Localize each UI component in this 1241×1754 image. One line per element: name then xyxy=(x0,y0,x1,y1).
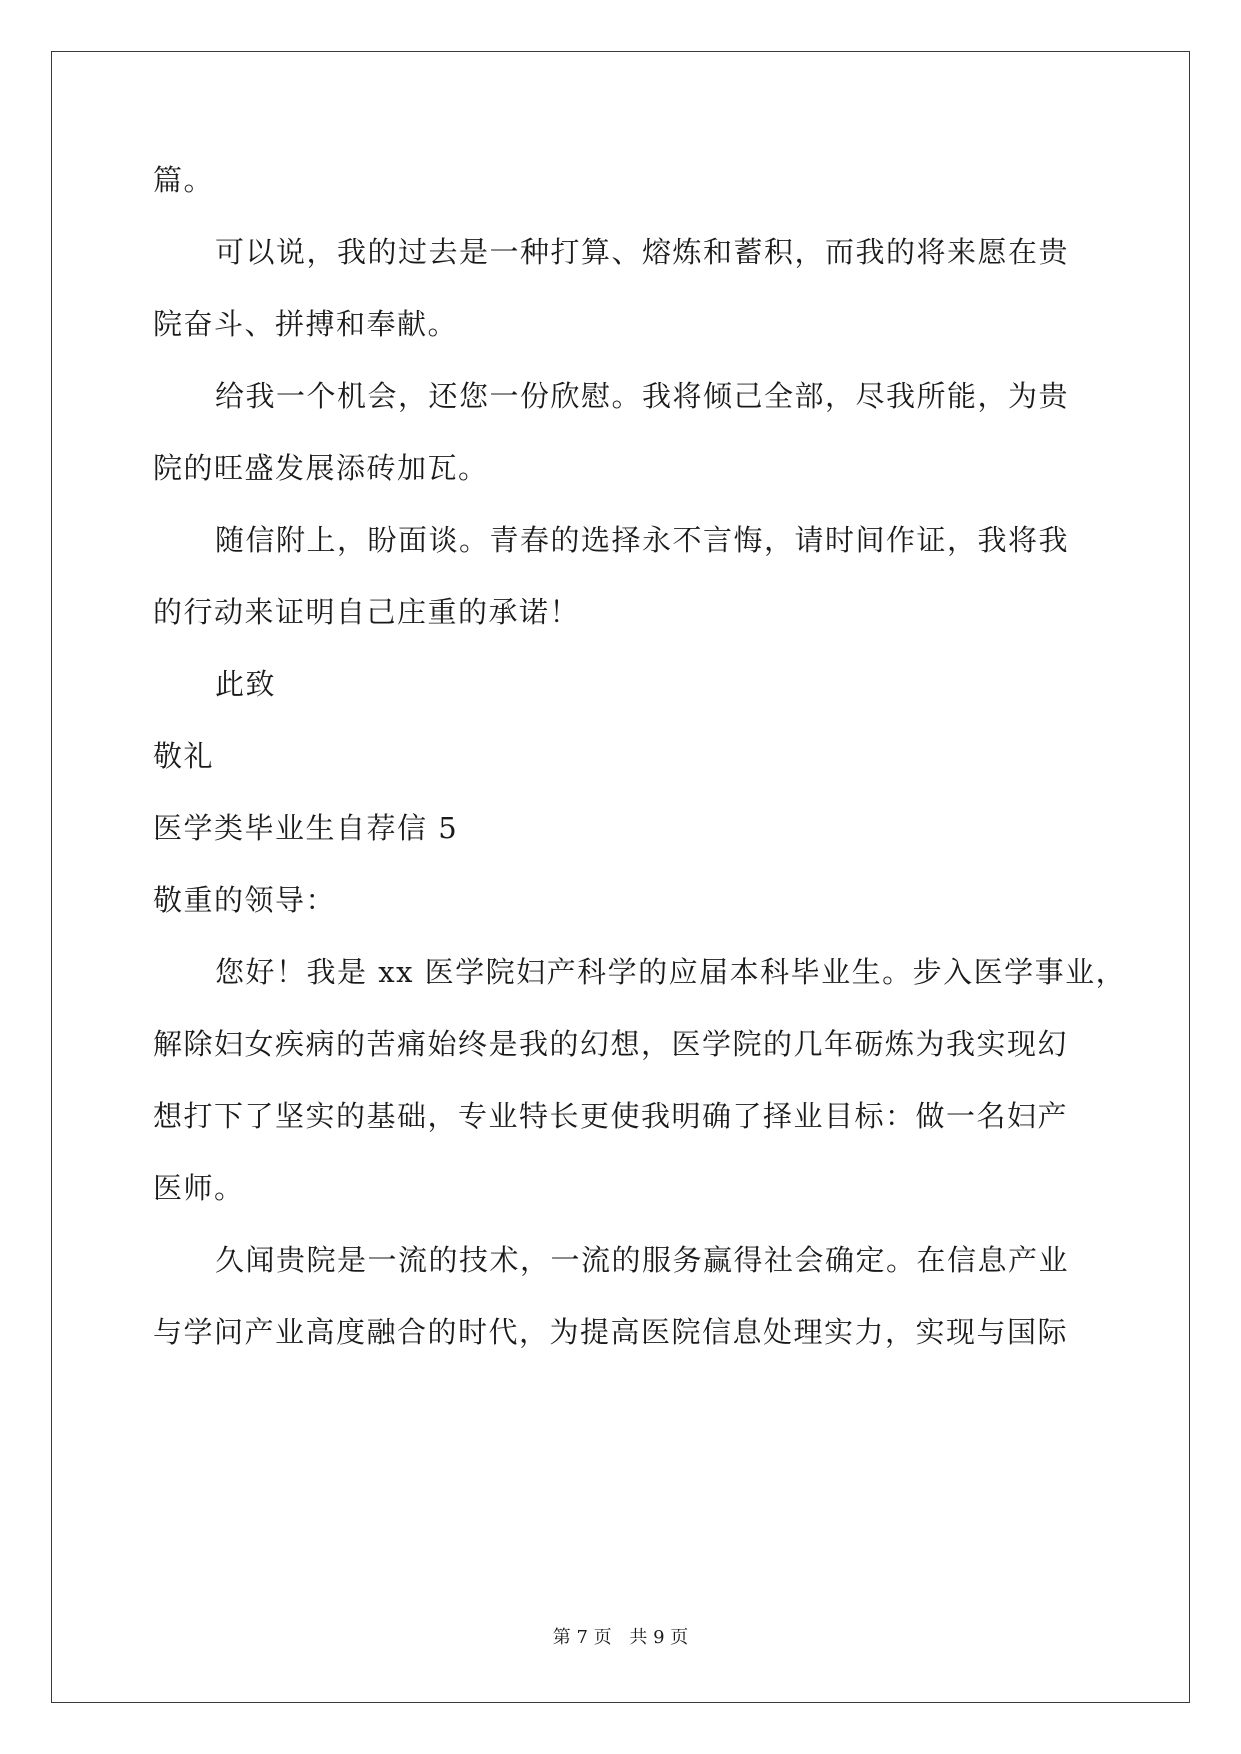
text-line: 的行动来证明自己庄重的承诺！ xyxy=(153,595,581,629)
text-line: 随信附上，盼面谈。青春的选择永不言悔，请时间作证，我将我 xyxy=(215,523,1070,557)
text-line: 给我一个机会，还您一份欣慰。我将倾己全部，尽我所能，为贵 xyxy=(215,379,1070,413)
page-border xyxy=(51,51,1190,1703)
page-number: 第 7 页 xyxy=(552,1627,612,1648)
closing-regards: 敬礼 xyxy=(153,739,215,773)
page-total: 共 9 页 xyxy=(629,1627,689,1648)
text-line: 解除妇女疾病的苦痛始终是我的幻想，医学院的几年砺炼为我实现幻 xyxy=(153,1027,1069,1061)
text-line: 您好！我是 xx 医学院妇产科学的应届本科毕业生。步入医学事业， xyxy=(215,955,1127,989)
text-line: 可以说，我的过去是一种打算、熔炼和蓄积，而我的将来愿在贵 xyxy=(215,235,1070,269)
text-line: 院的旺盛发展添砖加瓦。 xyxy=(153,451,489,485)
closing-salutation: 此致 xyxy=(215,667,277,701)
greeting: 敬重的领导： xyxy=(153,883,337,917)
text-line: 篇。 xyxy=(153,163,215,197)
text-line: 久闻贵院是一流的技术，一流的服务赢得社会确定。在信息产业 xyxy=(215,1243,1070,1277)
text-line: 想打下了坚实的基础，专业特长更使我明确了择业目标：做一名妇产 xyxy=(153,1099,1069,1133)
text-line: 院奋斗、拼搏和奉献。 xyxy=(153,307,459,341)
section-heading: 医学类毕业生自荐信 5 xyxy=(153,811,459,845)
text-line: 医师。 xyxy=(153,1171,245,1205)
text-line: 与学问产业高度融合的时代，为提高医院信息处理实力，实现与国际 xyxy=(153,1315,1069,1349)
page-footer xyxy=(0,1623,1241,1649)
